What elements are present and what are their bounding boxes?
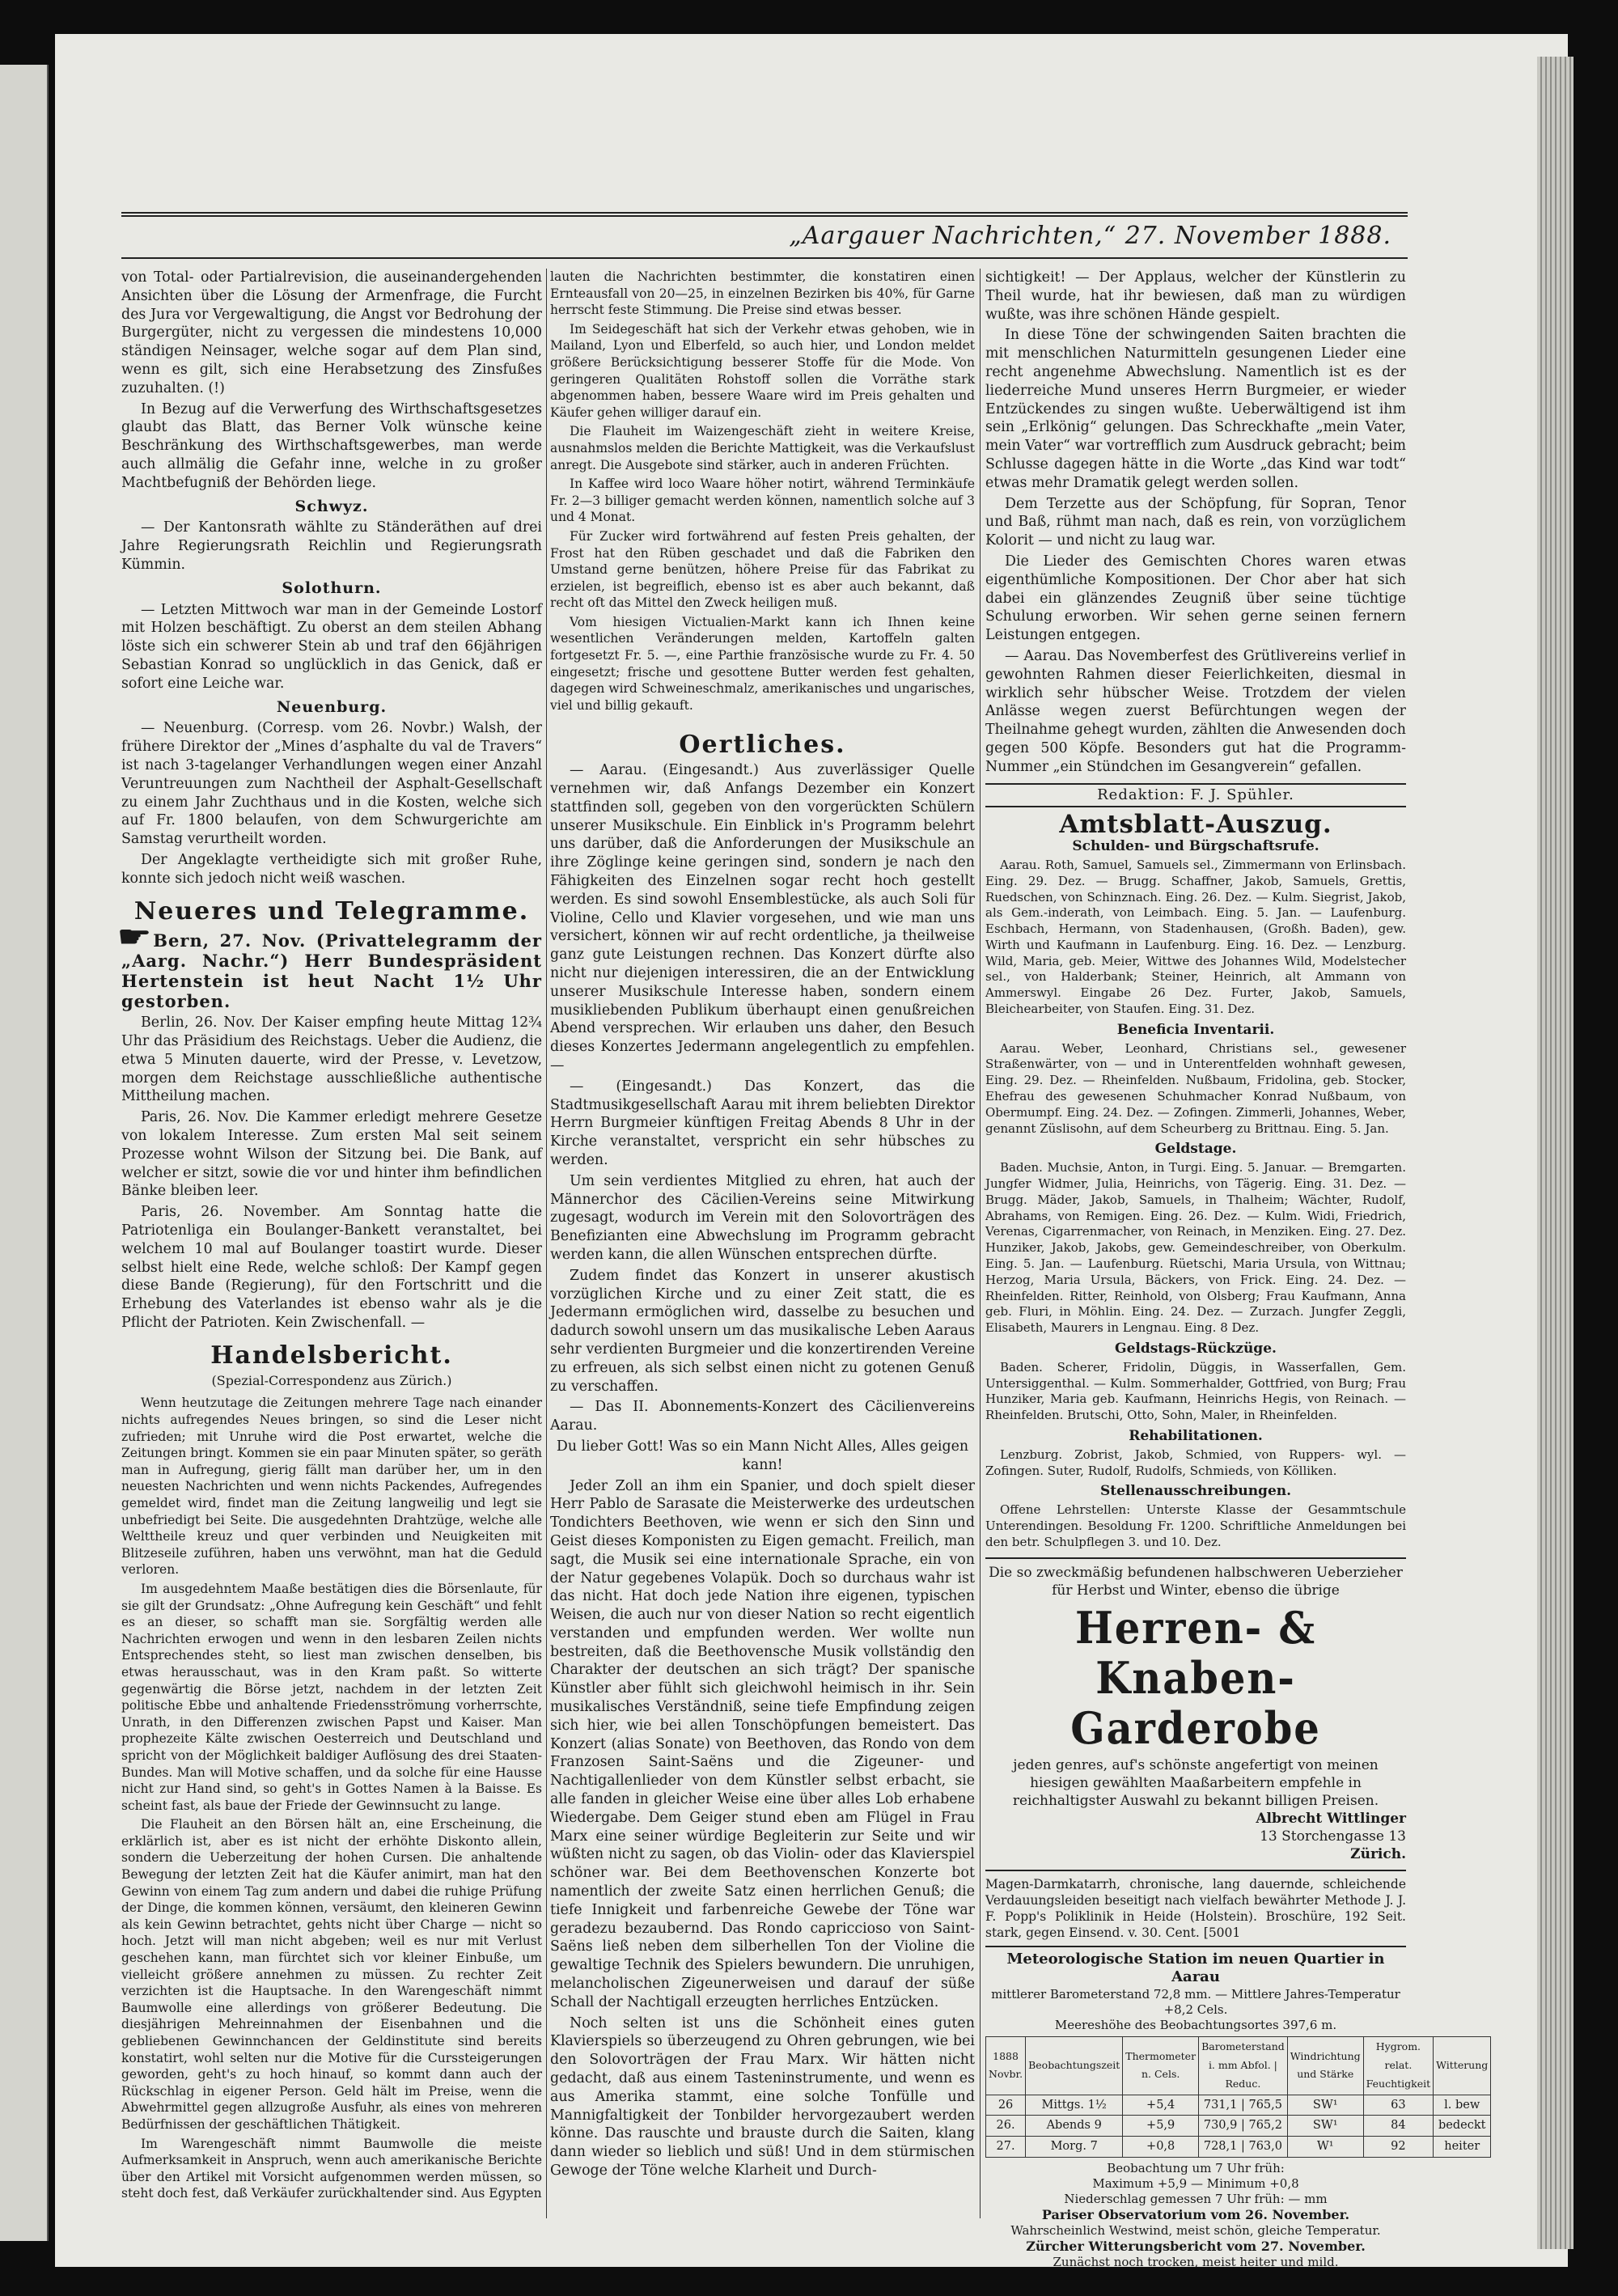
article-text: Im Seidegeschäft hat sich der Verkehr etwas gehoben, wie in Mailand, Lyon und Elberfeld, so auch hier, und London meldet größere Berücksichtigung besserer Stoffe für die Mode. Von geringeren Qualitäten Rohstoff sollen die Vorräthe stark abgenommen haben, bessere Waare wird im Preis gehalten und Käufer gehen williger darauf ein. <box>550 321 975 420</box>
meteo-altitude: Meereshöhe des Beobachtungsortes 397,6 m. <box>1054 2018 1337 2033</box>
table-cell: Abends 9 <box>1026 2116 1123 2137</box>
table-cell: 731,1 | 765,5 <box>1199 2095 1288 2116</box>
col-header: Barometerstand i. mm Abfol. | Reduc. <box>1199 2037 1288 2095</box>
article-text: Im ausgedehntem Maaße bestätigen dies die Börsenlaute, für sie gilt der Grundsatz: „Ohne Aufregung kein Geschäft“ und fehlt es an dieser, so schafft man sie. Sorgfältig werden alle Nachrichten erwogen und wenn in den lesbaren Zeilen nichts Entsprechendes steht, so liest man zwischen denselben, bis etwas herausschaut, was in den Kram paßt. So witterte gegenwärtig die Börse jetzt, nachdem in der letzten Zeit politische Ebbe und anhaltende Friedensströmung vorherrschte, Unrath, in den Differenzen zwischen Papst und Kaiser. Man prophezeite Kälte zwischen Oesterreich und Deutschland und spricht von der Möglichkeit baldiger Auflösung des drei Staaten-Bundes. Man will Motive schaffen, und da solche für eine Hausse nicht zur Hand sind, so geht's in Gottes Namen à la Baisse. Es scheint fast, als baue der Friede der Gewinnsucht zu lange. <box>121 1581 542 1813</box>
notice-text: Offene Lehrstellen: Unterste Klasse der Gesammtschule Unterendingen. Besoldung Fr. 1200. Schriftliche Anmeldungen bei den betr. Schulpflegen 3. und 10. Dez. <box>985 1502 1406 1549</box>
notice-heading: Schulden- und Bürgschaftsrufe. <box>1072 838 1319 855</box>
column-rule <box>546 269 547 2218</box>
article-text: Dem Terzette aus der Schöpfung, für Sopran, Tenor und Baß, rühmt man nach, daß es rein, von vorzüglichem Kolorit — und nicht zu laug war. <box>985 495 1406 549</box>
article-text: Zudem findet das Konzert in unserer akustisch vorzüglichen Kirche und zu einer Zeit statt, die es Jedermann ermöglichen wird, dasselbe zu besuchen und dadurch sowohl unsern um das musikalische Leben Aaraus sehr verdienten Burgmeier und die konzertirenden Vereine zu erfreuen, als sich selbst einen nicht zu gotenen Genuß zu verschaffen. <box>550 1267 975 1395</box>
table-cell: 730,9 | 765,2 <box>1199 2116 1288 2137</box>
meteo-note: Maximum +5,9 — Minimum +0,8 <box>1092 2175 1299 2191</box>
column-rule <box>980 269 981 2218</box>
region-heading: Neuenburg. <box>276 697 388 716</box>
article-text: Die Flauheit im Waizengeschäft zieht in weitere Kreise, ausnahmslos melden die Berichte Mattigkeit, was die Verkaufslust anregt. Die Ausgebote sind stärker, auch in anderen Früchten. <box>550 424 975 472</box>
article-text: Berlin, 26. Nov. Der Kaiser empfing heute Mittag 12¾ Uhr das Präsidium des Reichstags. Ueber die Audienz, die etwa 5 Minuten dauerte, wird der Presse, v. Levetzow, morgen dem Reichstage ausschließliche authentische Mittheilung machen. <box>121 1015 542 1105</box>
region-heading: Schwyz. <box>294 497 369 515</box>
article-text: — Letzten Mittwoch war man in der Gemeinde Lostorf mit Holzen beschäftigt. Zu oberst an dem steilen Abhang löste sich ein schwerer Stein ab und traf den 66jährigen Sebastian Konrad so unglücklich in das Genick, daß er sofort eine Leiche war. <box>121 601 542 692</box>
ad-merchant: Albrecht Wittlinger <box>1256 1810 1406 1827</box>
article-text: — Aarau. Das Novemberfest des Grütlivereins verlief in gewohnten Rahmen dieser Feierlichkeiten, diesmal in wirklich sehr hübscher Weise. Trotzdem der vielen Anlässe wegen zuerst Befürchtungen wegen der Theilnahme gehegt wurden, zählten die Anwesenden doch gegen 500 Köpfe. Besonders gut hat die Programm-Nummer „ein Stündchen im Gesangverein“ gefallen. <box>985 647 1406 775</box>
section-heading: Oertliches. <box>679 731 846 760</box>
column-3 <box>985 269 1489 2269</box>
article-text: lauten die Nachrichten bestimmter, die konstatiren einen Ernteausfall von 20—25, in einzelnen Bezirken bis 40%, für Garne herrscht feste Stimmung. Die Preise sind etwas besser. <box>550 269 975 318</box>
table-cell: 26. <box>986 2116 1026 2137</box>
table-cell: heiter <box>1434 2137 1491 2158</box>
col-header: Windrichtung und Stärke <box>1287 2037 1363 2095</box>
article-text: In Kaffee wird loco Waare höher notirt, während Terminkäufe Fr. 2—3 billiger gemacht werden können, namentlich solche auf 3 und 4 Monat. <box>550 477 975 525</box>
meteo-note: Zürcher Witterungsbericht vom 27. November. <box>1026 2238 1366 2254</box>
table-cell: l. bew <box>1434 2095 1491 2116</box>
table-cell: Morg. 7 <box>1026 2137 1123 2158</box>
ad-text: Magen-Darmkatarrh, chronische, lang dauernde, schleichende Verdauungsleiden beseitigt nach vielfach bewährter Methode J. J. F. Popp's Poliklinik in Heide (Holstein). Broschüre, 192 Seit. stark, gegen Einsend. v. 30. Cent. [5001 <box>985 1876 1406 1940</box>
article-text: In diese Töne der schwingenden Saiten brachten die mit menschlichen Naturmitteln gesungenen Lieder eine recht angenehme Abwechslung. Namentlich ist es der liederreiche Mund unseres Herrn Burgmeier, er wieder Entzückendes zu singen wußte. Ueberwältigend ist ihm sein „Erlkönig“ gelungen. Das Schreckhafte „mein Vater, mein Vater“ war vortrefflich zum Ausdruck gebracht; beim Schlusse dagegen hätte in die Worte „das Kind war todt“ etwas mehr Dramatik gelegt werden sollen. <box>985 327 1406 491</box>
table-cell: +5,9 <box>1123 2116 1199 2137</box>
table-cell: 27. <box>986 2137 1026 2158</box>
article-text: — Aarau. (Eingesandt.) Aus zuverlässiger Quelle vernehmen wir, daß Anfangs Dezember ein Konzert stattfinden soll, gegeben von den vorgerückten Schülern unserer Musikschule. Ein Einblick in's Programm belehrt uns darüber, daß die Anforderungen der Musikschule an ihre Zöglinge keine geringen sind, sondern je nach den Fähigkeiten des Einzelnen sogar recht hoch gestellt werden. Es sind sowohl Ensemblestücke, als auch Soli für Violine, Cello und Klavier vorgesehen, und wie man uns versichert, können wir auf recht ordentliche, ja theilweise ganz gute Leistungen rechnen. Das Konzert dürfte also nicht nur diejenigen interessiren, die an der Entwicklung unserer Musikschule Interesse haben, sondern einem musikliebenden Publikum überhaupt einen genußreichen Abend versprechen. Wir erlauben uns daher, den Besuch dieses Konzertes Jedermann angelegentlich zu empfehlen. — <box>550 762 975 1074</box>
column-1 <box>117 269 542 2218</box>
table-cell: 63 <box>1363 2095 1434 2116</box>
article-body <box>121 1395 542 2202</box>
col-header: Thermometer n. Cels. <box>1123 2037 1199 2095</box>
meteo-note: Beobachtung um 7 Uhr früh: <box>1107 2160 1285 2175</box>
table-row <box>986 2095 1491 2116</box>
table-cell: 84 <box>1363 2116 1434 2137</box>
notice-heading: Stellenausschreibungen. <box>1099 1483 1292 1500</box>
col-header: Hygrom. relat. Feuchtigkeit <box>1363 2037 1434 2095</box>
article-text: Noch selten ist uns die Schönheit eines guten Klavierspiels so überzeugend zu Ohren gebrungen, wie bei den Solovorträgen der Frau Marx. Wir hätten nicht gedacht, daß aus einem Tasteninstrumente, und wenn es aus Amerika stammt, eine solche Tonfülle und Mannigfaltigkeit der Tonbilder hervorgezaubert werden könne. Das rauschte und brauste durch die Saiten, klang dann wieder so lieblich und süß! Und in dem stürmischen Gewoge der Töne welche Klarheit und Durch- <box>550 2014 975 2179</box>
article-text: Um sein verdientes Mitglied zu ehren, hat auch der Männerchor des Cäcilien-Vereins seine Mitwirkung zugesagt, wodurch im Verein mit den Solovorträgen des Benefizianten eine Abwechslung im Programm gebracht werden kann, die allen Wünschen entsprechen dürfte. <box>550 1172 975 1263</box>
notice-text: Aarau. Weber, Leonhard, Christians sel., gewesener Straßenwärter, von — und in Unterentfelden wohnhaft gewesen, Eing. 29. Dez. — Rheinfelden. Nußbaum, Fridolina, geb. Stocker, Ehefrau des gewesenen Schuhmacher Konrad Nußbaum, von Obermumpf. Eing. 24. Dez. — Zofingen. Zimmerli, Johannes, Weber, genannt Züslisohn, auf dem Scheurberg zu Brittnau. Eing. 5. Jan. <box>985 1040 1406 1136</box>
col-header: Beobachtungszeit <box>1026 2037 1123 2095</box>
article-text: — Neuenburg. (Corresp. vom 26. Novbr.) Walsh, der frühere Direktor der „Mines d’asphalte du val de Travers“ ist nach 3-tagelanger Verhandlungen wegen einer Anzahl Veruntreuungen zum Nachtheil der Asphalt-Gesellschaft zu einem Jahr Zuchthaus und in die Kosten, welche sich auf Fr. 1800 belaufen, von dem Schwurgerichte am Samstag verurtheilt worden. <box>121 720 542 848</box>
table-cell: SW¹ <box>1287 2116 1363 2137</box>
notice-heading: Rehabilitationen. <box>1129 1428 1263 1444</box>
advertisement-garderobe <box>985 1557 1406 1863</box>
notice-heading: Geldstags-Rückzüge. <box>1115 1341 1277 1358</box>
table-cell: SW¹ <box>1287 2095 1363 2116</box>
article-text: — Das II. Abonnements-Konzert des Cäcilienvereins Aarau. <box>550 1399 975 1434</box>
col-header: Witterung <box>1434 2037 1491 2095</box>
article-text: Für Zucker wird fortwährend auf festen Preis gehalten, der Frost hat den Rüben geschadet und daß die Fabriken den Umstand gerne benützen, höhere Preise für das Fabrikat zu erzielen, ist begreiflich, ebenso ist es aber auch bekannt, daß recht oft das Mittel den Zweck heiligen muß. <box>550 528 975 611</box>
article-text: Im Warengeschäft nimmt Baumwolle die meiste Aufmerksamkeit in Anspruch, wenn auch amerikanische Berichte über den Artikel mit Vorsicht aufgenommen werden müssen, so steht doch fest, daß Verkäufer zurückhaltender sind. Aus Egypten <box>121 2136 542 2201</box>
ad-city: Zürich. <box>1350 1845 1406 1862</box>
table-cell: 26 <box>986 2095 1026 2116</box>
weather-table <box>985 2036 1491 2158</box>
article-text: Paris, 26. November. Am Sonntag hatte die Patriotenliga ein Boulanger-Bankett veranstaltet, bei welchem 10 mal auf Boulanger toastirt wurde. Dieser selbst hielt eine Rede, welche schloß: Der Kampf gegen diese Bande (Regierung), für den Fortschritt und die Erhebung des Vaterlandes ist ebenso wahr als je die Pflicht der Patrioten. Kein Zwischenfall. — <box>121 1204 542 1332</box>
region-heading: Solothurn. <box>282 578 382 597</box>
table-cell: bedeckt <box>1434 2116 1491 2137</box>
table-row <box>986 2137 1491 2158</box>
table-cell: W¹ <box>1287 2137 1363 2158</box>
article-body <box>550 269 975 714</box>
section-heading: Handelsbericht. <box>210 1341 453 1370</box>
column-2 <box>550 269 975 2218</box>
notice-text: Baden. Scherer, Fridolin, Düggis, in Wasserfallen, Gem. Untersiggenthal. — Kulm. Sommerhalder, Gottfried, von Burg; Frau Hunziker, Maria geb. Kaufmann, Heinrichs Hegis, von Reinach. — Rheinfelden. Brutschi, Otto, Sohn, Maler, in Rheinfelden. <box>985 1359 1406 1423</box>
article-text: — (Eingesandt.) Das Konzert, das die Stadtmusikgesellschaft Aarau mit ihrem beliebten Direktor Herrn Burgmeier künftigen Freitag Abends 8 Uhr in der Kirche veranstaltet, verspricht ein sehr hübsches zu werden. <box>550 1078 975 1168</box>
table-row <box>986 2116 1491 2137</box>
table-cell: +5,4 <box>1123 2095 1199 2116</box>
editor-line: Redaktion: F. J. Spühler. <box>985 783 1406 808</box>
article-text: Der Angeklagte vertheidigte sich mit großer Ruhe, konnte sich jedoch nicht weiß waschen. <box>121 851 542 887</box>
article-text: Die Lieder des Gemischten Chores waren etwas eigenthümliche Kompositionen. Der Chor aber hat sich dabei ein glänzendes Zeugniß über seine tüchtige Schulung erworben. Wir sehen gerne seinen fernern Leistungen entgegen. <box>985 553 1406 644</box>
amtsblatt-heading: Amtsblatt-Auszug. <box>1059 810 1332 840</box>
weather-table-header <box>986 2037 1491 2095</box>
meteo-heading: Meteorologische Station im neuen Quartier in Aarau <box>985 1946 1406 1988</box>
article-text: — Der Kantonsrath wählte zu Ständeräthen auf drei Jahre Regierungsrath Reichlin und Regierungsrath Kümmin. <box>121 519 542 573</box>
meteo-subtitle: mittlerer Barometerstand 72,8 mm. — Mittlere Jahres-Temperatur +8,2 Cels. <box>991 1987 1400 2018</box>
article-text: In Bezug auf die Verwerfung des Wirthschaftsgesetzes glaubt das Blatt, das Berner Volk wünsche keine Beschränkung des Wirthschaftsgewerbes, man werde auch allmälig die Gefahr inne, welche in zu großer Machtbefugniß der Behörden liege. <box>121 400 542 491</box>
verse-quote: Du lieber Gott! Was so ein Mann Nicht Alles, Alles geigen kann! <box>556 1438 969 1473</box>
meteo-note: Zunächst noch trocken, meist heiter und mild. <box>1053 2254 1339 2269</box>
telegram-bold: Bern, 27. Nov. (Privattelegramm der „Aarg. Nachr.“) Herr Bundespräsident Hertenstein ist heut Nacht 1½ Uhr gestorben. <box>121 930 542 1012</box>
ad-body: jeden genres, auf's schönste angefertigt von meinen hiesigen gewählten Maaßarbeitern empfehle in reichhaltigster Auswahl zu bekannt billigen Preisen. <box>1012 1756 1379 1809</box>
page-title: „Aargauer Nachrichten,“ 27. November 1888. <box>789 222 1391 250</box>
article-text: sichtigkeit! — Der Applaus, welcher der Künstlerin zu Theil wurde, hat ihr bewiesen, daß man zu würdigen wußte, was ihre schönen Hände gespielt. <box>985 269 1406 323</box>
notice-heading: Geldstage. <box>1154 1141 1237 1158</box>
article-text: Vom hiesigen Victualien-Markt kann ich Ihnen keine wesentlichen Veränderungen melden, Kartoffeln galten fortgesetzt Fr. 5. —, eine Parthie französische wurde zu Fr. 4. 50 eingesetzt; frische und gesottene Butter werden fest gehalten, dagegen wird Schweineschmalz, amerikanisches und ungarisches, viel und billig gekauft. <box>550 614 975 713</box>
notice-text: Baden. Muchsie, Anton, in Turgi. Eing. 5. Januar. — Bremgarten. Jungfer Widmer, Julia, Heinrichs, von Tägerig. Eing. 31. Dez. — Brugg. Mäder, Jakob, Samuels, in Thalheim; Wächter, Rudolf, Abrahams, von Remigen. Eing. 26. Dez. — Kulm. Widi, Friedrich, Verenas, Cigarrenmacher, von Reinach, in Menziken. Eing. 27. Dez. Hunziker, Jakob, Jakobs, gew. Gemeindeschreiber, von Oberkulm. Eing. 5. Jan. — Laufenburg. Rüetschi, Maria Ursula, von Wittnau; Herzog, Maria Ursula, Bäckers, von Frick. Eing. 24. Dez. — Rheinfelden. Ritter, Reinhold, von Olsberg; Frau Kaufmann, Anna geb. Fluri, in Möhlin. Eing. 24. Dez. — Zurzach. Jungfer Zeggli, Elisabeth, Maurers in Lengnau. Eing. 8 Dez. <box>985 1160 1406 1336</box>
article-text: Paris, 26. Nov. Die Kammer erledigt mehrere Gesetze von lokalem Interesse. Zum ersten Mal seit seinem Prozesse wohnt Wilson der Sitzung bei. Die Bank, auf welcher er sitzt, sowie die vor und hinter ihm befindlichen Bänke bleiben leer. <box>121 1109 542 1200</box>
pointing-hand-icon: ☛ <box>117 920 153 955</box>
notice-text: Lenzburg. Zobrist, Jakob, Schmied, von Ruppers- wyl. — Zofingen. Suter, Rudolf, Rudolfs, Schmieds, von Kölliken. <box>985 1447 1406 1478</box>
adjacent-page-edge <box>0 65 49 2241</box>
section-heading: Neueres und Telegramme. <box>133 896 530 926</box>
advertisement-poliklinik <box>985 1870 1406 1941</box>
ad-intro: Die so zweckmäßig befundenen halbschweren Ueberzieher für Herbst und Winter, ebenso die übrige <box>989 1564 1403 1599</box>
page-stack-edge <box>1537 57 1574 2249</box>
notice-text: Aarau. Roth, Samuel, Samuels sel., Zimmermann von Erlinsbach. Eing. 29. Dez. — Brugg. Schaffner, Jakob, Samuels, Grettis, Ruedschen, von Schinznach. Eing. 26. Dez. — Kulm. Siegrist, Jakob, als Gem.-inderath, von Leimbach. Eing. 5. Jan. — Laufenburg. Eschbach, Hermann, von Stadenhausen, (Großh. Baden), gew. Wirth und Kaufmann in Laufenburg. Eing. 16. Dez. — Lenzburg. Wild, Maria, geb. Meier, Wittwe des Johannes Wild, Modelstecher sel., von Halderbank; Steiner, Heinrich, alt Ammann von Ammerswyl. Eingabe 26 Dez. Furter, Jakob, Samuels, Bleichearbeiter, von Staufen. Eing. 31. Dez. <box>985 857 1406 1017</box>
table-cell: Mittgs. 1½ <box>1026 2095 1123 2116</box>
table-cell: +0,8 <box>1123 2137 1199 2158</box>
article-text: Die Flauheit an den Börsen hält an, eine Erscheinung, die erklärlich ist, aber es ist nicht der erhöhte Diskonto allein, sondern die Ueberzeitung der hohen Cursen. Die anhaltende Bewegung der letzten Zeit hat die Käufer animirt, man hat den Gewinn von einem Tag zum andern und dabei die ruhige Prüfung der Dinge, die kommen können, versäumt, den kleineren Gewinn als kein Gewinn betrachtet, gehts nicht über Charge — nicht so hoch. Jetzt will man nicht abgeben; weil es nur mit Verlust geschehen kann, man fürchtet sich vor kleiner Einbuße, um vielleicht größere annehmen zu müssen. Zu rechter Zeit verzichten ist die Hauptsache. In den Warengeschäft nimmt Baumwolle eine allerdings von größerer Bedeutung. Die diesjährigen Mehreinnahmen der Eisenbahnen und die gebliebenen Gewinnchancen der Geldinstitute sind bereits konstatirt, wohl selten nur die Motive für die Curssteigerungen geworden, geht's zu hoch hinauf, so kommt dann auch der Rückschlag in eigener Person. Geld hält im Preise, wenn die Abwehrmittel gegen allzugroße Ausfuhr, als eines von mehreren Bedürfnissen der geschäftlichen Thätigkeit. <box>121 1817 542 2132</box>
page-header <box>121 212 1408 259</box>
meteo-note: Wahrscheinlich Westwind, meist schön, gleiche Temperatur. <box>1010 2222 1381 2238</box>
ad-headline: Herren- & Knaben-Garderobe <box>1070 1601 1321 1754</box>
col-header: 1888 Novbr. <box>986 2037 1026 2095</box>
article-text: von Total- oder Partialrevision, die auseinandergehenden Ansichten über die Lösung der Armenfrage, die Furcht des Jura vor Vergewaltigung, die Angst vor Bedrohung der Burgergüter, nicht zu vergessen die mindestens 10,000 ständigen Neinsager, welche sogar auf dem Plan sind, wenn es gilt, sich eine Herabsetzung des Zinsfußes zuzuhalten. (!) <box>121 269 542 396</box>
table-cell: 728,1 | 763,0 <box>1199 2137 1288 2158</box>
article-text: Jeder Zoll an ihm ein Spanier, und doch spielt dieser Herr Pablo de Sarasate die Meisterwerke des urdeutschen Tondichters Beethoven, wie wenn er sich den Sinn und Geist dieses Komponisten zu Eigen gemacht. Freilich, man sagt, die Musik sei eine internationale Sprache, ein von der Natur gegebenes Volapük. Doch so durchaus wahr ist das nicht. Hat doch jede Nation ihre eigenen, typischen Weisen, die auch nur von dieser Nation so recht eigentlich verstanden und empfunden werden. Wer wollte nun bestreiten, daß die Beethovensche Musik vollständig den Charakter der deutschen an sich trägt? Der spanische Künstler aber fühlt sich gleichwohl heimisch in ihr. Sein musikalisches Verständniß, seine tiefe Empfindung zeigen sich hier, wie bei allen Tonschöpfungen bemeistert. Das Konzert (alias Sonate) von Beethoven, das Rondo von dem Franzosen Saint-Saëns und die Zigeuner- und Nachtigallenlieder von dem Künstler selbst erbacht, sie alle fanden in gleicher Weise eine über alles Lob erhabene Wiedergabe. Dem Geiger stund eben am Flügel in Frau Marx eine seiner würdige Begleiterin zur Seite und wir wüßten nicht zu sagen, ob das Violin- oder das Klavierspiel schöner war. Bei dem Beethovenschen Konzerte bot namentlich der zweite Satz einen herrlichen Genuß; die tiefe Innigkeit und farbenreiche Gewebe der Töne war geradezu bezaubernd. Das Rondo capriccioso von Saint-Saëns ließ neben dem silberhellen Ton der Violine die gewaltige Technik des Spielers bewundern. Die unruhigen, melancholischen Zigeunerweisen und darauf der süße Schall der Nachtigall erzeugten herrliches Entzücken. <box>550 1477 975 2010</box>
ad-address: 13 Storchengasse 13 <box>1260 1828 1406 1845</box>
section-subtitle: (Spezial-Correspondenz aus Zürich.) <box>211 1372 452 1388</box>
article-text: Wenn heutzutage die Zeitungen mehrere Tage nach einander nichts aufregendes Neues bringen, so sind die Leser nicht zufrieden; mit Unruhe wird die Post erwartet, welche die Zeitungen bringt. Kommen sie ein paar Minuten später, so geräth man in Aufregung, gierig fällt man darüber her, um in den neuesten Nachrichten und wenn nichts Packendes, Aufregendes gemeldet wird, findet man die Zeitung langweilig und legt sie unbefriedigt bei Seite. Die ausgedehnten Drahtzüge, welche alle Welttheile kreuz und quer verbinden und Neuigkeiten mit Blitzeseile zuführen, haben uns verwöhnt, man hat die Geduld verloren. <box>121 1396 542 1578</box>
notice-heading: Beneficia Inventarii. <box>1116 1021 1275 1038</box>
amtsblatt-section <box>985 837 1406 1550</box>
meteo-note: Niederschlag gemessen 7 Uhr früh: — mm <box>1064 2191 1328 2206</box>
meteo-note: Pariser Observatorium vom 26. November. <box>1041 2206 1350 2222</box>
telegram-text <box>117 920 542 1012</box>
table-cell: 92 <box>1363 2137 1434 2158</box>
